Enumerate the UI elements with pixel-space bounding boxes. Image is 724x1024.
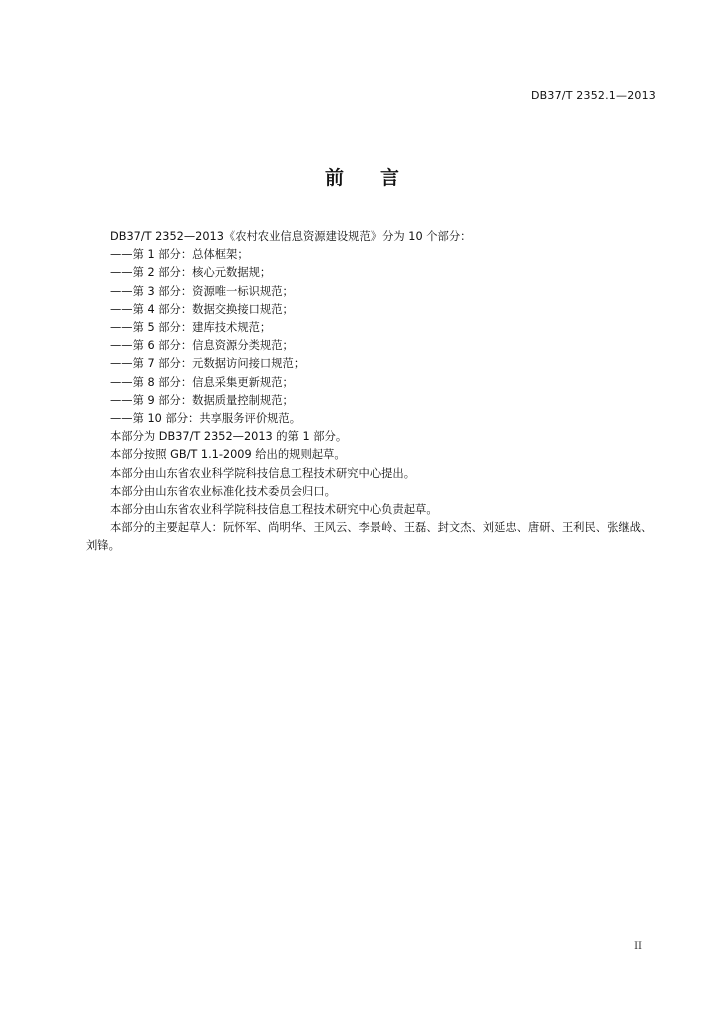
part-item-4: ——第 4 部分：数据交换接口规范； xyxy=(110,302,294,316)
statement-committee: 本部分由山东省农业标准化技术委员会归口。 xyxy=(110,484,336,498)
statement-proposer: 本部分由山东省农业科学院科技信息工程技术研究中心提出。 xyxy=(110,466,416,480)
intro-paragraph: DB37/T 2352—2013《农村农业信息资源建设规范》分为 10 个部分： xyxy=(110,230,472,243)
part-item-1: ——第 1 部分：总体框架； xyxy=(110,248,249,262)
part-item-5: ——第 5 部分：建库技术规范； xyxy=(110,321,272,335)
part-item-10: ——第 10 部分：共享服务评价规范。 xyxy=(110,412,302,426)
part-item-2: ——第 2 部分：核心元数据规； xyxy=(110,266,272,280)
document-code: DB37/T 2352.1—2013 xyxy=(530,89,656,102)
page-number: II xyxy=(634,941,642,952)
page-title: 前言 xyxy=(324,167,435,189)
part-item-6: ——第 6 部分：信息资源分类规范； xyxy=(110,339,294,353)
statement-part-number: 本部分为 DB37/T 2352—2013 的第 1 部分。 xyxy=(110,430,348,444)
statement-drafting-unit: 本部分由山东省农业科学院科技信息工程技术研究中心负责起草。 xyxy=(110,503,438,517)
foreword-body xyxy=(86,228,656,556)
statement-drafting-rules: 本部分按照 GB/T 1.1-2009 给出的规则起草。 xyxy=(110,448,346,462)
part-item-3: ——第 3 部分：资源唯一标识规范； xyxy=(110,284,294,298)
part-item-8: ——第 8 部分：信息采集更新规范； xyxy=(110,375,294,389)
part-item-9: ——第 9 部分：数据质量控制规范； xyxy=(110,393,294,407)
part-item-7: ——第 7 部分：元数据访问接口规范； xyxy=(110,357,306,371)
drafters-paragraph: 本部分的主要起草人：阮怀军、尚明华、王风云、李景岭、王磊、封文杰、刘延忠、唐研、王利民、张继战、刘锋。 xyxy=(86,521,653,553)
